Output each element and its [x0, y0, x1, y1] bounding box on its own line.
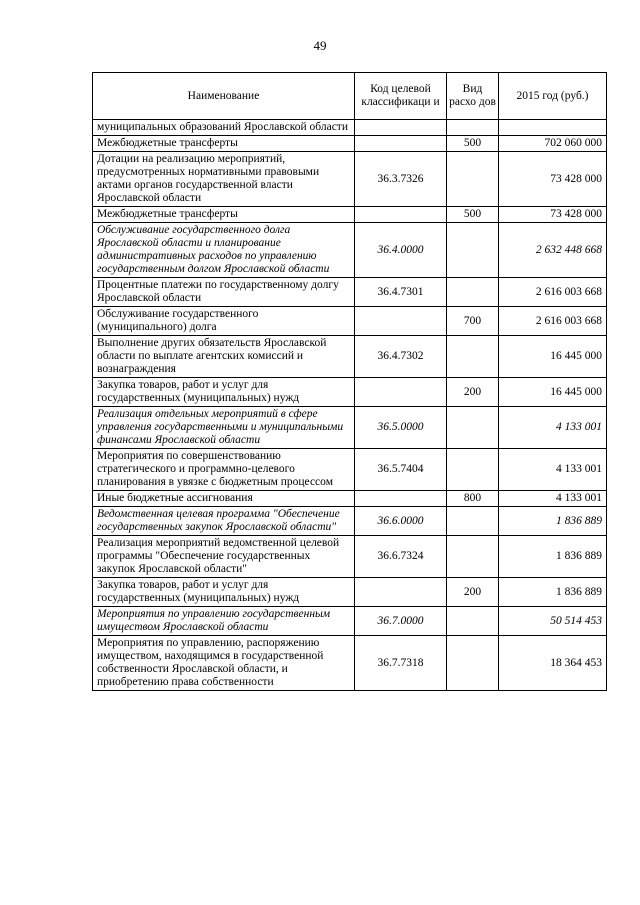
cell-name: Закупка товаров, работ и услуг для государственных (муниципальных) нужд [93, 378, 355, 407]
page-number: 49 [313, 38, 327, 53]
cell-amount: 16 445 000 [499, 378, 607, 407]
cell-type: 500 [447, 207, 499, 223]
cell-amount: 702 060 000 [499, 136, 607, 152]
table-row [93, 223, 607, 278]
cell-type [447, 507, 499, 536]
cell-code: 36.5.7404 [355, 449, 447, 491]
table-row [93, 152, 607, 207]
cell-code: 36.4.0000 [355, 223, 447, 278]
cell-code: 36.7.7318 [355, 636, 447, 691]
cell-name: муниципальных образований Ярославской области [93, 120, 355, 136]
table-row [93, 578, 607, 607]
cell-name: Межбюджетные трансферты [93, 207, 355, 223]
cell-type [447, 336, 499, 378]
cell-type [447, 120, 499, 136]
cell-amount: 1 836 889 [499, 507, 607, 536]
cell-amount [499, 120, 607, 136]
table-row [93, 636, 607, 691]
cell-amount: 16 445 000 [499, 336, 607, 378]
cell-code [355, 578, 447, 607]
header-amount: 2015 год (руб.) [499, 73, 607, 120]
cell-name: Обслуживание государственного (муниципального) долга [93, 307, 355, 336]
cell-amount: 1 836 889 [499, 536, 607, 578]
cell-name: Иные бюджетные ассигнования [93, 491, 355, 507]
header-code: Код целевой классификаци и [355, 73, 447, 120]
cell-code: 36.6.0000 [355, 507, 447, 536]
header-name: Наименование [93, 73, 355, 120]
cell-amount: 2 632 448 668 [499, 223, 607, 278]
cell-amount: 2 616 003 668 [499, 278, 607, 307]
cell-amount: 73 428 000 [499, 152, 607, 207]
cell-amount: 1 836 889 [499, 578, 607, 607]
cell-amount: 18 364 453 [499, 636, 607, 691]
table-row [93, 336, 607, 378]
cell-code [355, 491, 447, 507]
table-row [93, 536, 607, 578]
cell-type [447, 636, 499, 691]
table-header-row [93, 73, 607, 120]
cell-name: Ведомственная целевая программа "Обеспечение государственных закупок Ярославской области" [93, 507, 355, 536]
cell-type: 200 [447, 578, 499, 607]
table-row [93, 207, 607, 223]
table-row [93, 407, 607, 449]
cell-amount: 50 514 453 [499, 607, 607, 636]
cell-code [355, 378, 447, 407]
cell-type: 700 [447, 307, 499, 336]
cell-amount: 2 616 003 668 [499, 307, 607, 336]
cell-type: 800 [447, 491, 499, 507]
cell-amount: 73 428 000 [499, 207, 607, 223]
cell-amount: 4 133 001 [499, 449, 607, 491]
budget-table [92, 72, 607, 691]
cell-code: 36.4.7302 [355, 336, 447, 378]
cell-type [447, 278, 499, 307]
cell-type [447, 223, 499, 278]
cell-type [447, 607, 499, 636]
cell-type [447, 407, 499, 449]
cell-name: Мероприятия по совершенствованию стратегического и программно-целевого планирования в увязке с бюджетным процессом [93, 449, 355, 491]
table-row [93, 491, 607, 507]
cell-name: Мероприятия по управлению государственным имуществом Ярославской области [93, 607, 355, 636]
header-type: Вид расхо дов [447, 73, 499, 120]
table-row [93, 378, 607, 407]
table-row [93, 278, 607, 307]
table-row [93, 507, 607, 536]
cell-type: 500 [447, 136, 499, 152]
cell-code: 36.5.0000 [355, 407, 447, 449]
cell-code [355, 207, 447, 223]
table-row [93, 449, 607, 491]
cell-type [447, 449, 499, 491]
cell-type: 200 [447, 378, 499, 407]
cell-name: Реализация мероприятий ведомственной целевой программы "Обеспечение государственных закупок Ярославской области" [93, 536, 355, 578]
cell-code [355, 120, 447, 136]
cell-name: Обслуживание государственного долга Ярославской области и планирование административных расходов по управлению государственным долгом Ярославской области [93, 223, 355, 278]
cell-name: Закупка товаров, работ и услуг для государственных (муниципальных) нужд [93, 578, 355, 607]
cell-code: 36.3.7326 [355, 152, 447, 207]
table-row [93, 120, 607, 136]
cell-code [355, 136, 447, 152]
cell-code: 36.7.0000 [355, 607, 447, 636]
cell-name: Процентные платежи по государственному долгу Ярославской области [93, 278, 355, 307]
cell-type [447, 536, 499, 578]
cell-code [355, 307, 447, 336]
cell-code: 36.6.7324 [355, 536, 447, 578]
cell-type [447, 152, 499, 207]
table-row [93, 307, 607, 336]
cell-name: Выполнение других обязательств Ярославской области по выплате агентских комиссий и вознаграждения [93, 336, 355, 378]
cell-code: 36.4.7301 [355, 278, 447, 307]
cell-amount: 4 133 001 [499, 407, 607, 449]
cell-name: Дотации на реализацию мероприятий, предусмотренных нормативными правовыми актами органов государственной власти Ярославской области [93, 152, 355, 207]
table-row [93, 607, 607, 636]
table-row [93, 136, 607, 152]
cell-name: Реализация отдельных мероприятий в сфере управления государственными и муниципальными финансами Ярославской области [93, 407, 355, 449]
cell-name: Мероприятия по управлению, распоряжению имуществом, находящимся в государственной собственности Ярославской области, и приобретению права собственности [93, 636, 355, 691]
cell-amount: 4 133 001 [499, 491, 607, 507]
cell-name: Межбюджетные трансферты [93, 136, 355, 152]
